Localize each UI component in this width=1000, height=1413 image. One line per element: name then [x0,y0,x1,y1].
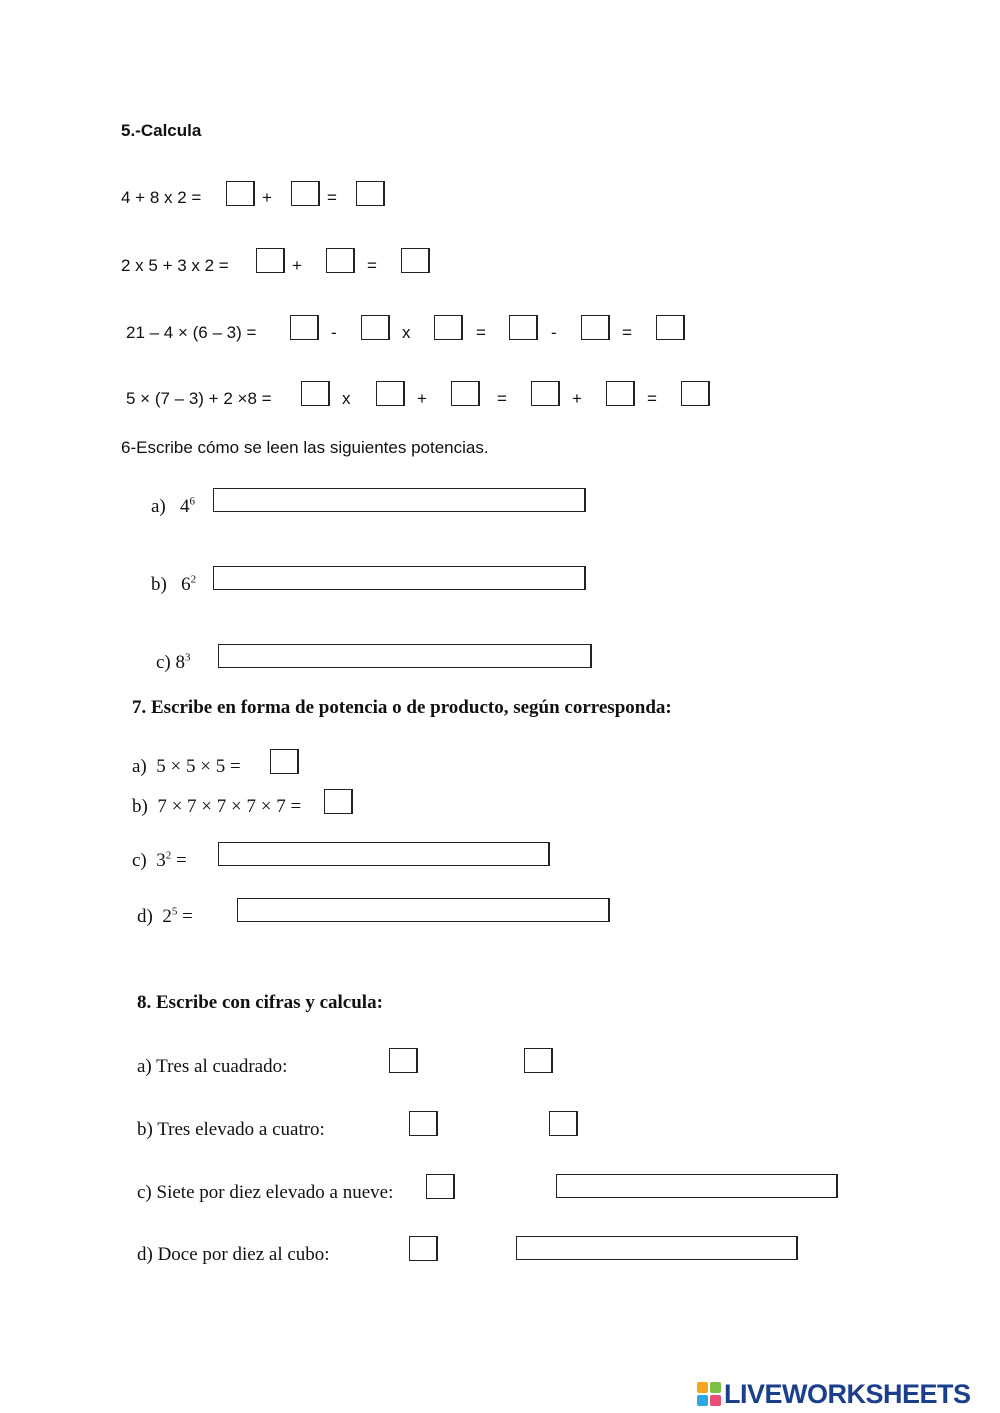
answer-box[interactable] [256,248,285,273]
answer-box[interactable] [401,248,430,273]
reading-answer-field[interactable] [218,644,592,668]
logo-tile [697,1382,708,1393]
answer-box[interactable] [509,315,538,340]
section-7-title: 7. Escribe en forma de potencia o de producto, según corresponda: [132,697,672,718]
operator: + [292,256,302,275]
answer-box[interactable] [324,789,353,814]
product-item-a [132,756,241,778]
operator: - [551,323,557,342]
power-item-c [132,850,187,872]
answer-box[interactable] [681,381,710,406]
power-exponent: 2 [165,849,172,862]
operator: = [497,389,507,408]
product-answer-field[interactable] [218,842,550,866]
answer-box[interactable] [270,749,299,774]
digits-box[interactable] [409,1236,438,1261]
operator: - [331,323,337,342]
reading-answer-field[interactable] [213,488,586,512]
answer-box[interactable] [326,248,355,273]
section-8-title: 8. Escribe con cifras y calcula: [137,992,383,1013]
item-label: c) [156,652,171,673]
logo-tile [697,1395,708,1406]
operator: + [417,389,427,408]
power-item-b [151,574,196,596]
operator: = [476,323,486,342]
answer-box[interactable] [581,315,610,340]
answer-box[interactable] [291,181,320,206]
power-item-a [151,496,195,518]
answer-box[interactable] [361,315,390,340]
power-exponent: 2 [190,573,197,586]
answer-box[interactable] [451,381,480,406]
answer-box[interactable] [656,315,685,340]
operator: = [367,256,377,275]
digits-item-d: d) Doce por diez al cubo: [137,1244,330,1265]
product-expression: 7 × 7 × 7 × 7 × 7 = [157,796,302,817]
calc-expression-1: 4 + 8 x 2 = [121,188,202,207]
answer-box[interactable] [301,381,330,406]
result-box[interactable] [549,1111,578,1136]
item-label: a) [151,496,166,517]
power-exponent: 3 [185,651,191,664]
equals-sign: = [176,850,187,871]
item-label: d) [137,906,153,927]
operator: = [327,188,337,207]
power-base: 6 [181,574,191,595]
operator: + [572,389,582,408]
power-base: 8 [175,652,186,673]
digits-box[interactable] [409,1111,438,1136]
calc-expression-3: 21 – 4 × (6 – 3) = [126,323,257,342]
answer-box[interactable] [356,181,385,206]
operator: = [622,323,632,342]
operator: x [342,389,351,408]
liveworksheets-logo-icon [697,1382,721,1406]
answer-box[interactable] [376,381,405,406]
answer-box[interactable] [290,315,319,340]
product-answer-field[interactable] [237,898,610,922]
digits-item-c: c) Siete por diez elevado a nueve: [137,1182,394,1203]
operator: = [647,389,657,408]
item-label: b) [132,796,148,817]
section-5-title: 5.-Calcula [121,121,202,140]
logo-tile [710,1395,721,1406]
answer-box[interactable] [531,381,560,406]
operator: x [402,323,411,342]
answer-box[interactable] [226,181,255,206]
digits-box[interactable] [426,1174,455,1199]
digits-box[interactable] [389,1048,418,1073]
section-6-title: 6-Escribe cómo se leen las siguientes potencias. [121,438,489,457]
result-box[interactable] [524,1048,553,1073]
power-exponent: 5 [171,905,178,918]
power-base: 4 [180,496,190,517]
logo-tile [710,1382,721,1393]
answer-box[interactable] [434,315,463,340]
equals-sign: = [182,906,193,927]
product-expression: 5 × 5 × 5 = [156,756,241,777]
product-item-b [132,796,301,818]
result-field[interactable] [556,1174,838,1198]
power-exponent: 6 [189,495,196,508]
item-label: c) [132,850,147,871]
calc-expression-4: 5 × (7 – 3) + 2 ×8 = [126,389,272,408]
logo-text: LIVEWORKSHEETS [724,1378,971,1409]
item-label: b) [151,574,167,595]
item-label: a) [132,756,147,777]
power-item-d [137,906,193,928]
result-field[interactable] [516,1236,798,1260]
power-item-c [156,652,191,674]
answer-box[interactable] [606,381,635,406]
operator: + [262,188,272,207]
calc-expression-2: 2 x 5 + 3 x 2 = [121,256,229,275]
liveworksheets-logo [697,1377,997,1411]
power-base: 2 [162,906,172,927]
digits-item-a: a) Tres al cuadrado: [137,1056,288,1077]
power-base: 3 [156,850,166,871]
digits-item-b: b) Tres elevado a cuatro: [137,1119,325,1140]
reading-answer-field[interactable] [213,566,586,590]
